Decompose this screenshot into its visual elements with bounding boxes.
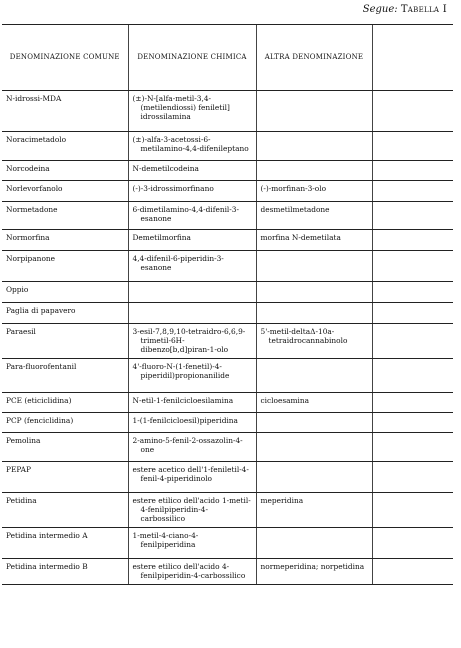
cell-comune: PCP (fenciclidina) bbox=[2, 413, 128, 433]
cell-chimica: 1-(1-fenilcicloesil)piperidina bbox=[128, 413, 256, 433]
cell-altra bbox=[256, 132, 372, 161]
table-body bbox=[2, 91, 453, 585]
table-row bbox=[2, 493, 453, 528]
cell-altra bbox=[256, 303, 372, 324]
cell-comune: Noracimetadolo bbox=[2, 132, 128, 161]
cell-blank bbox=[372, 393, 453, 413]
table-row bbox=[2, 251, 453, 282]
table-row bbox=[2, 303, 453, 324]
table-header-row bbox=[2, 25, 453, 91]
cell-comune: PCE (eticiclidina) bbox=[2, 393, 128, 413]
cell-chimica: 2-amino-5-fenil-2-ossazolin-4-one bbox=[128, 433, 256, 462]
cell-blank bbox=[372, 282, 453, 303]
cell-altra: cicloesamina bbox=[256, 393, 372, 413]
table-row bbox=[2, 393, 453, 413]
cell-blank bbox=[372, 324, 453, 359]
cell-altra bbox=[256, 359, 372, 393]
table-row bbox=[2, 230, 453, 251]
column-header-chimica: DENOMINAZIONE CHIMICA bbox=[128, 25, 256, 91]
cell-chimica: Demetilmorfina bbox=[128, 230, 256, 251]
cell-blank bbox=[372, 413, 453, 433]
cell-comune: Petidina intermedio B bbox=[2, 559, 128, 585]
cell-chimica: 6-dimetilamino-4,4-difenil-3-esanone bbox=[128, 202, 256, 230]
cell-chimica: 4,4-difenil-6-piperidin-3-esanone bbox=[128, 251, 256, 282]
table-row bbox=[2, 528, 453, 559]
cell-comune: Normetadone bbox=[2, 202, 128, 230]
cell-blank bbox=[372, 433, 453, 462]
cell-blank bbox=[372, 359, 453, 393]
running-header bbox=[363, 4, 447, 15]
column-header-altra: ALTRA DENOMINAZIONE bbox=[256, 25, 372, 91]
substances-table bbox=[2, 24, 453, 585]
column-header-blank bbox=[372, 25, 453, 91]
cell-chimica: (-)-3-idrossimorfinano bbox=[128, 181, 256, 202]
cell-chimica bbox=[128, 303, 256, 324]
cell-chimica: estere etilico dell'acido 4-fenilpiperidin-4-carbossilico bbox=[128, 559, 256, 585]
cell-blank bbox=[372, 202, 453, 230]
cell-altra: 5'-metil-deltaΔ-10a-tetraidrocannabinolo bbox=[256, 324, 372, 359]
cell-comune: Para-fluorofentanil bbox=[2, 359, 128, 393]
column-header-comune: DENOMINAZIONE COMUNE bbox=[2, 25, 128, 91]
cell-chimica: 1-metil-4-ciano-4-fenilpiperidina bbox=[128, 528, 256, 559]
table-row bbox=[2, 181, 453, 202]
cell-chimica: estere etilico dell'acido 1-metil-4-fenilpiperidin-4-carbossilico bbox=[128, 493, 256, 528]
table-label: Tabella I bbox=[400, 4, 447, 15]
cell-chimica: N-demetilcodeina bbox=[128, 161, 256, 181]
cell-altra bbox=[256, 91, 372, 132]
cell-blank bbox=[372, 559, 453, 585]
segue-label: Segue: bbox=[362, 4, 398, 15]
cell-chimica bbox=[128, 282, 256, 303]
cell-blank bbox=[372, 251, 453, 282]
cell-comune: Petidina bbox=[2, 493, 128, 528]
cell-comune: Petidina intermedio A bbox=[2, 528, 128, 559]
table-row bbox=[2, 559, 453, 585]
cell-chimica: (±)-N-[alfa-metil-3,4-(metilendiossi) feniletil] idrossilamina bbox=[128, 91, 256, 132]
cell-comune: Norcodeina bbox=[2, 161, 128, 181]
table-row bbox=[2, 324, 453, 359]
cell-altra bbox=[256, 282, 372, 303]
cell-blank bbox=[372, 161, 453, 181]
cell-altra bbox=[256, 413, 372, 433]
cell-comune: Pemolina bbox=[2, 433, 128, 462]
cell-altra bbox=[256, 251, 372, 282]
cell-altra bbox=[256, 462, 372, 493]
cell-blank bbox=[372, 528, 453, 559]
cell-chimica: estere acetico dell'1-feniletil-4-fenil-4-piperidinolo bbox=[128, 462, 256, 493]
cell-chimica: N-etil-1-fenilcicloesilamina bbox=[128, 393, 256, 413]
cell-altra: normeperidina; norpetidina bbox=[256, 559, 372, 585]
table-row bbox=[2, 413, 453, 433]
cell-blank bbox=[372, 91, 453, 132]
table-row bbox=[2, 282, 453, 303]
cell-blank bbox=[372, 493, 453, 528]
table-row bbox=[2, 462, 453, 493]
cell-altra: meperidina bbox=[256, 493, 372, 528]
cell-comune: Paglia di papavero bbox=[2, 303, 128, 324]
cell-comune: Normorfina bbox=[2, 230, 128, 251]
cell-comune: N-idrossi-MDA bbox=[2, 91, 128, 132]
cell-blank bbox=[372, 181, 453, 202]
cell-comune: PEPAP bbox=[2, 462, 128, 493]
table-row bbox=[2, 132, 453, 161]
cell-altra bbox=[256, 161, 372, 181]
table-row bbox=[2, 91, 453, 132]
cell-altra bbox=[256, 528, 372, 559]
cell-blank bbox=[372, 303, 453, 324]
cell-altra: desmetilmetadone bbox=[256, 202, 372, 230]
table-row bbox=[2, 202, 453, 230]
table-row bbox=[2, 433, 453, 462]
cell-chimica: 4'-fluoro-N-(1-fenetil)-4-piperidil)propionanilide bbox=[128, 359, 256, 393]
cell-comune: Norlevorfanolo bbox=[2, 181, 128, 202]
table-row bbox=[2, 161, 453, 181]
cell-comune: Oppio bbox=[2, 282, 128, 303]
cell-comune: Norpipanone bbox=[2, 251, 128, 282]
cell-chimica: (±)-alfa-3-acetossi-6-metilamino-4,4-difenileptano bbox=[128, 132, 256, 161]
cell-altra: morfina N-demetilata bbox=[256, 230, 372, 251]
cell-altra: (-)-morfinan-3-olo bbox=[256, 181, 372, 202]
cell-altra bbox=[256, 433, 372, 462]
cell-comune: Paraesil bbox=[2, 324, 128, 359]
table-row bbox=[2, 359, 453, 393]
cell-chimica: 3-esil-7,8,9,10-tetraidro-6,6,9-trimetil-6H-dibenzo[b,d]piran-1-olo bbox=[128, 324, 256, 359]
cell-blank bbox=[372, 462, 453, 493]
cell-blank bbox=[372, 230, 453, 251]
cell-blank bbox=[372, 132, 453, 161]
